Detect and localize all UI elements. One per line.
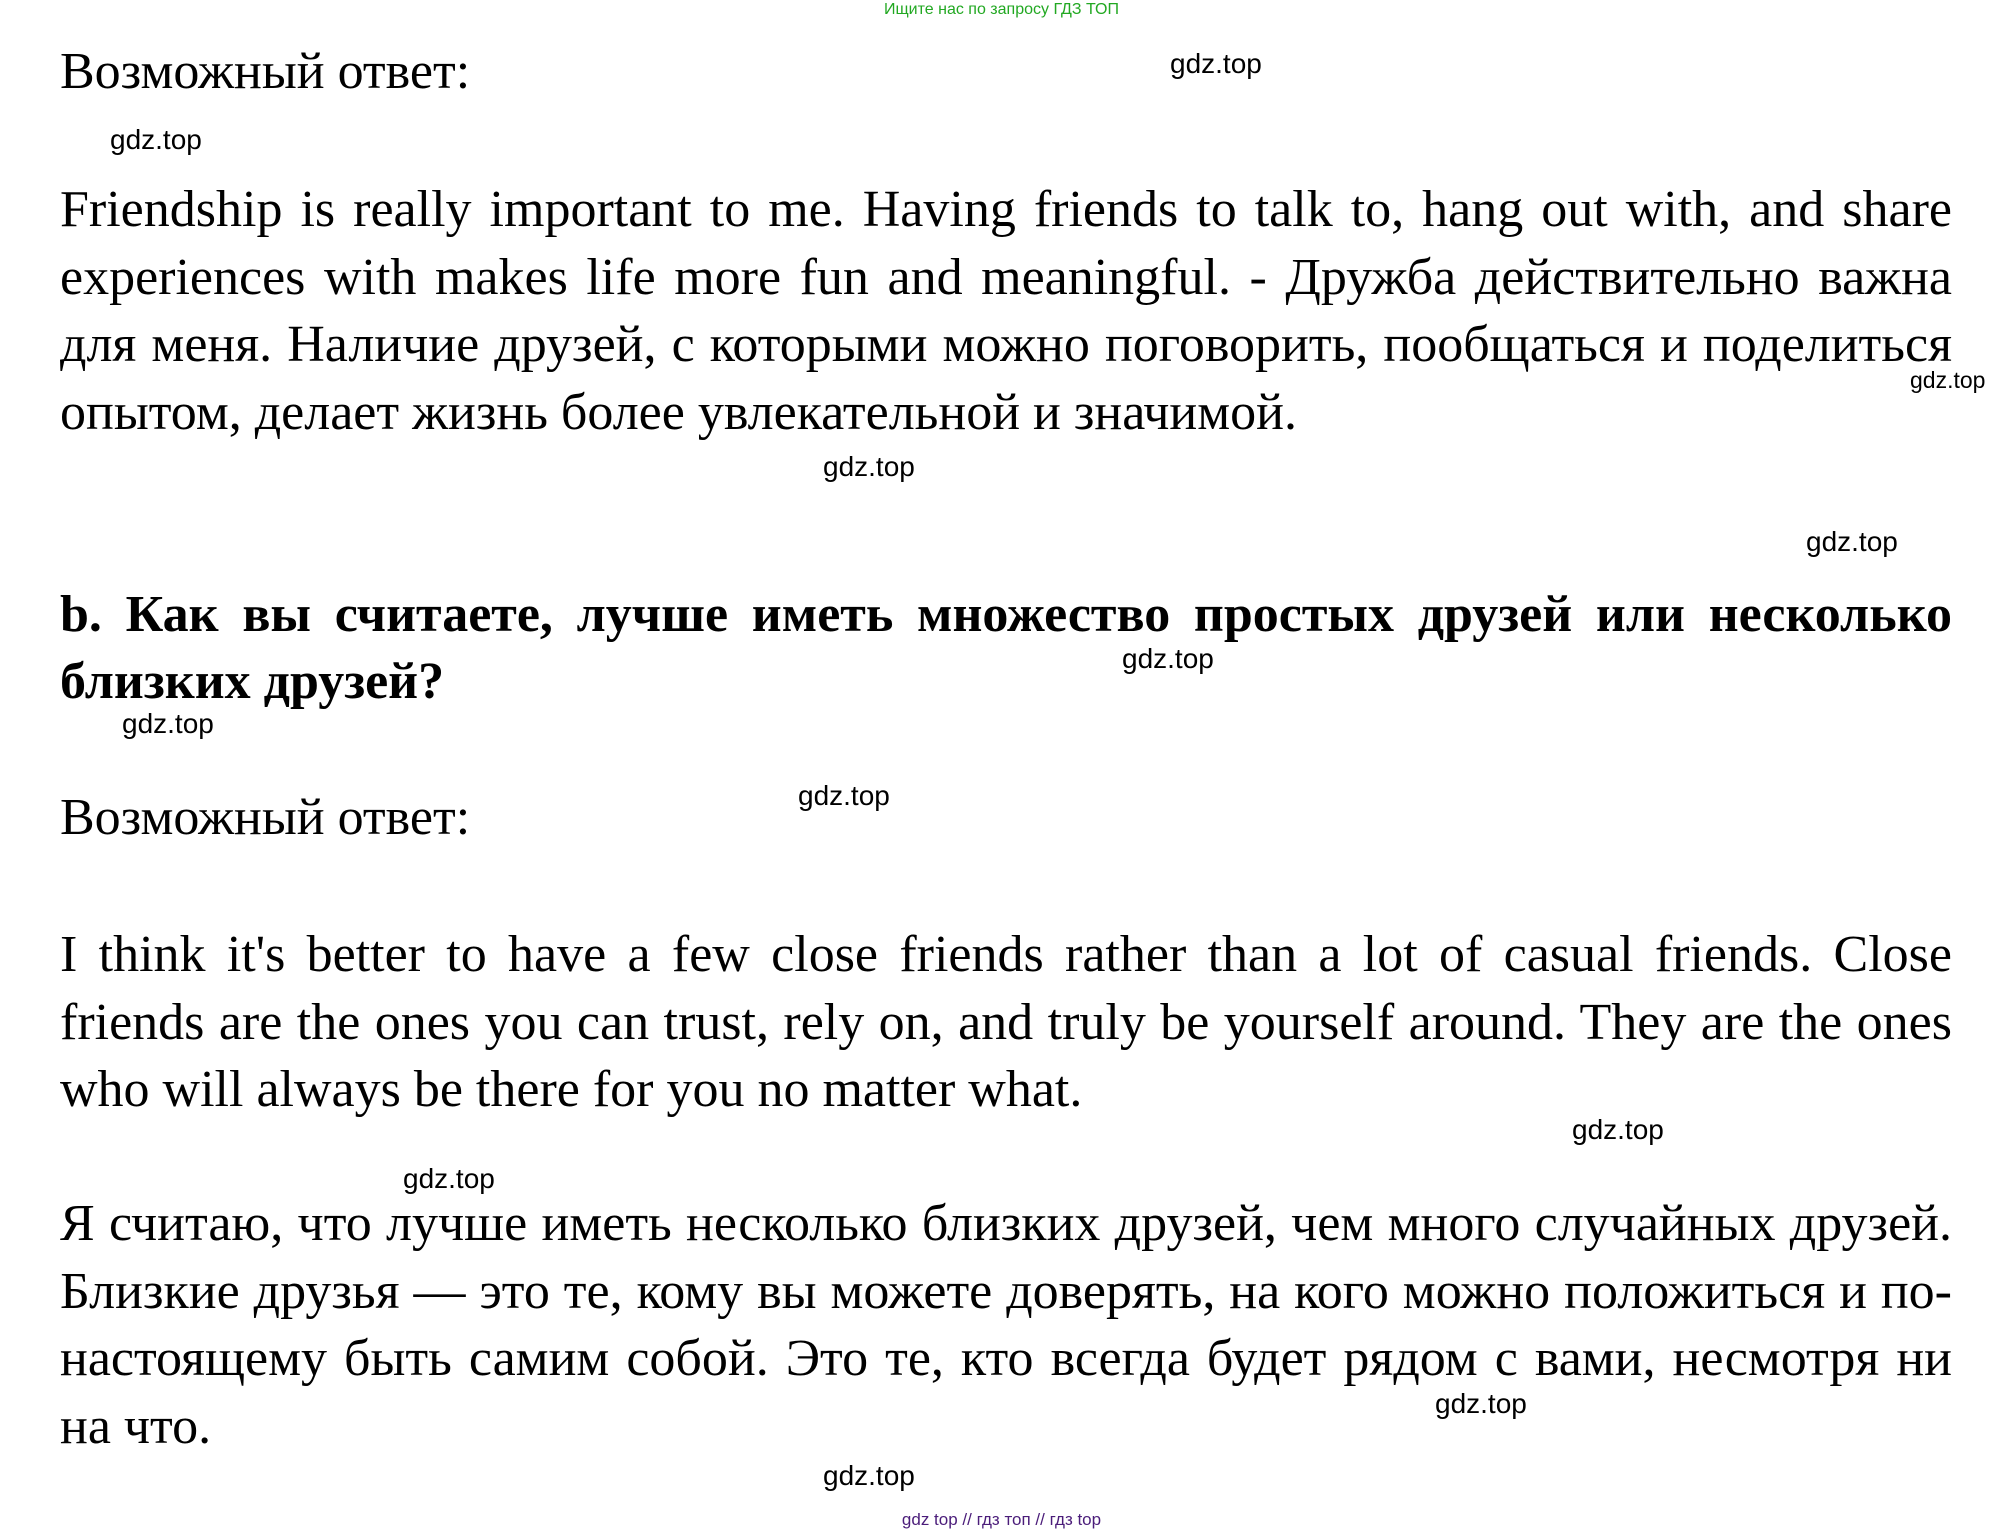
watermark: gdz.top bbox=[1572, 1114, 1664, 1145]
watermark: gdz.top bbox=[1435, 1388, 1527, 1419]
answer-label-1: Возможный ответ: bbox=[60, 43, 471, 100]
watermark: gdz.top bbox=[823, 1460, 915, 1491]
footer-watermark: gdz top // гдз топ // гдз top bbox=[901, 1510, 1102, 1529]
watermark: gdz.top bbox=[823, 451, 915, 482]
watermark: gdz.top bbox=[1170, 48, 1262, 79]
watermark: gdz.top bbox=[1806, 526, 1898, 557]
watermark: gdz.top bbox=[798, 780, 890, 811]
answer-label-2: Возможный ответ: bbox=[60, 789, 471, 846]
answer-paragraph-2-russian: Я считаю, что лучше иметь несколько близких друзей, чем много случайных друзей. Близкие друзья — это те, кому вы можете доверять, на кого можно положиться и по-настоящему быть самим собой. Это те, кто всегда будет рядом с вами, несмотря ни на что. bbox=[60, 1195, 1952, 1455]
top-banner: Ищите нас по запросу ГДЗ ТОП bbox=[884, 1, 1119, 18]
watermark: gdz.top bbox=[1910, 367, 1986, 393]
answer-paragraph-1: Friendship is really important to me. Having friends to talk to, hang out with, and share experiences with makes life more fun and meaningful. - Дружба действительно важна для меня. Наличие друзей, с которыми можно поговорить, пообщаться и поделиться опытом, делает жизнь более увлекательной и значимой. bbox=[60, 181, 1952, 441]
watermark: gdz.top bbox=[403, 1163, 495, 1194]
answer-paragraph-2-english: I think it's better to have a few close friends rather than a lot of casual friends. Close friends are the ones you can trust, rely on, and truly be yourself around. They are the ones who will always be there for you no matter what. bbox=[60, 926, 1952, 1118]
question-b: b. Как вы считаете, лучше иметь множество простых друзей или несколько близких друзей? bbox=[60, 586, 1952, 710]
watermark: gdz.top bbox=[1122, 643, 1214, 674]
watermark: gdz.top bbox=[122, 708, 214, 739]
watermark: gdz.top bbox=[110, 124, 202, 155]
